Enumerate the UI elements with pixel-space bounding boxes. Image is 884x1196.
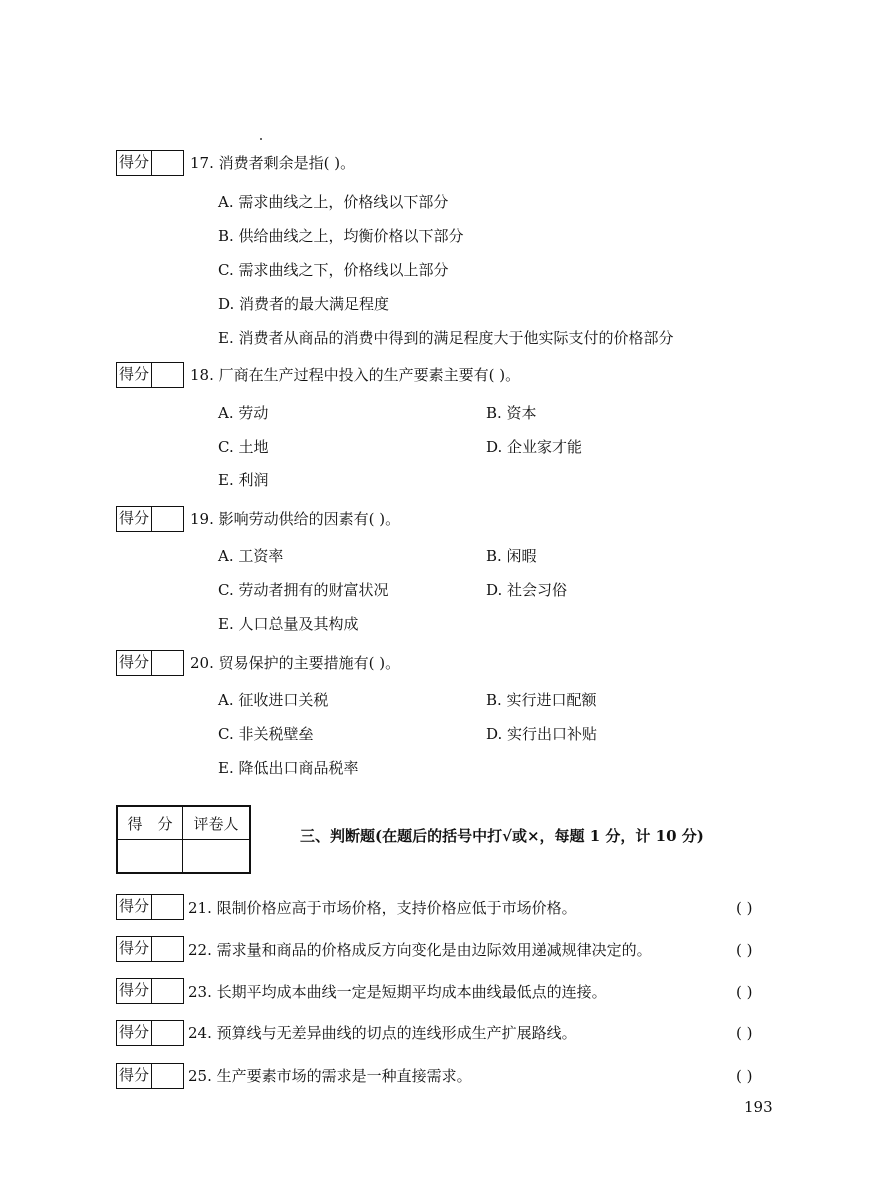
grader-name-cell[interactable] — [183, 840, 251, 874]
answer-paren-25[interactable]: ( ) — [736, 1067, 753, 1085]
score-box-q20 — [116, 650, 184, 676]
score-box-q25 — [116, 1063, 184, 1089]
option-19b: B. 闲暇 — [486, 547, 537, 565]
score-box-q24 — [116, 1020, 184, 1046]
score-box-q18 — [116, 362, 184, 388]
option-17e: E. 消费者从商品的消费中得到的满足程度大于他实际支付的价格部分 — [218, 329, 674, 347]
score-label: 得分 — [117, 1021, 152, 1045]
score-box-q22 — [116, 936, 184, 962]
question-25: 25. 生产要素市场的需求是一种直接需求。 — [188, 1067, 472, 1085]
grader-name-header: 评卷人 — [183, 806, 251, 840]
score-blank[interactable] — [152, 979, 183, 1003]
grader-table — [116, 805, 251, 874]
option-18e: E. 利润 — [218, 471, 269, 489]
answer-paren-23[interactable]: ( ) — [736, 983, 753, 1001]
question-23: 23. 长期平均成本曲线一定是短期平均成本曲线最低点的连接。 — [188, 983, 607, 1001]
question-24: 24. 预算线与无差异曲线的切点的连线形成生产扩展路线。 — [188, 1024, 577, 1042]
option-19e: E. 人口总量及其构成 — [218, 615, 359, 633]
question-21: 21. 限制价格应高于市场价格，支持价格应低于市场价格。 — [188, 899, 577, 917]
option-20b: B. 实行进口配额 — [486, 691, 597, 709]
option-17a: A. 需求曲线之上，价格线以下部分 — [218, 193, 449, 211]
score-label: 得分 — [117, 1064, 152, 1088]
score-box-q23 — [116, 978, 184, 1004]
score-blank[interactable] — [152, 937, 183, 961]
option-17d: D. 消费者的最大满足程度 — [218, 295, 390, 313]
score-box-q17 — [116, 150, 184, 176]
score-label: 得分 — [117, 151, 152, 175]
answer-paren-24[interactable]: ( ) — [736, 1024, 753, 1042]
option-18b: B. 资本 — [486, 404, 537, 422]
option-20e: E. 降低出口商品税率 — [218, 759, 359, 777]
option-20c: C. 非关税壁垒 — [218, 725, 314, 743]
question-18: 18. 厂商在生产过程中投入的生产要素主要有( )。 — [190, 366, 521, 384]
score-blank[interactable] — [152, 507, 183, 531]
score-label: 得分 — [117, 651, 152, 675]
score-label: 得分 — [117, 937, 152, 961]
score-blank[interactable] — [152, 1064, 183, 1088]
question-19: 19. 影响劳动供给的因素有( )。 — [190, 510, 401, 528]
question-17: 17. 消费者剩余是指( )。 — [190, 154, 356, 172]
option-19c: C. 劳动者拥有的财富状况 — [218, 581, 389, 599]
option-17c: C. 需求曲线之下，价格线以上部分 — [218, 261, 449, 279]
option-18a: A. 劳动 — [218, 404, 269, 422]
score-blank[interactable] — [152, 651, 183, 675]
option-20a: A. 征收进口关税 — [218, 691, 329, 709]
score-box-q19 — [116, 506, 184, 532]
score-box-q21 — [116, 894, 184, 920]
score-blank[interactable] — [152, 895, 183, 919]
score-label: 得分 — [117, 507, 152, 531]
grader-score-header: 得 分 — [117, 806, 183, 840]
section-title: 三、判断题(在题后的括号中打√或×，每题 1 分，计 10 分) — [300, 827, 704, 845]
option-19d: D. 社会习俗 — [486, 581, 568, 599]
option-19a: A. 工资率 — [218, 547, 284, 565]
score-blank[interactable] — [152, 151, 183, 175]
answer-paren-21[interactable]: ( ) — [736, 899, 753, 917]
score-blank[interactable] — [152, 363, 183, 387]
option-18d: D. 企业家才能 — [486, 438, 583, 456]
score-blank[interactable] — [152, 1021, 183, 1045]
grader-score-cell[interactable] — [117, 840, 183, 874]
question-22: 22. 需求量和商品的价格成反方向变化是由边际效用递减规律决定的。 — [188, 941, 652, 959]
option-18c: C. 土地 — [218, 438, 269, 456]
page-number: 193 — [744, 1098, 773, 1116]
answer-paren-22[interactable]: ( ) — [736, 941, 753, 959]
option-20d: D. 实行出口补贴 — [486, 725, 598, 743]
option-17b: B. 供给曲线之上，均衡价格以下部分 — [218, 227, 464, 245]
score-label: 得分 — [117, 895, 152, 919]
score-label: 得分 — [117, 363, 152, 387]
scan-speck — [260, 138, 262, 140]
score-label: 得分 — [117, 979, 152, 1003]
question-20: 20. 贸易保护的主要措施有( )。 — [190, 654, 401, 672]
